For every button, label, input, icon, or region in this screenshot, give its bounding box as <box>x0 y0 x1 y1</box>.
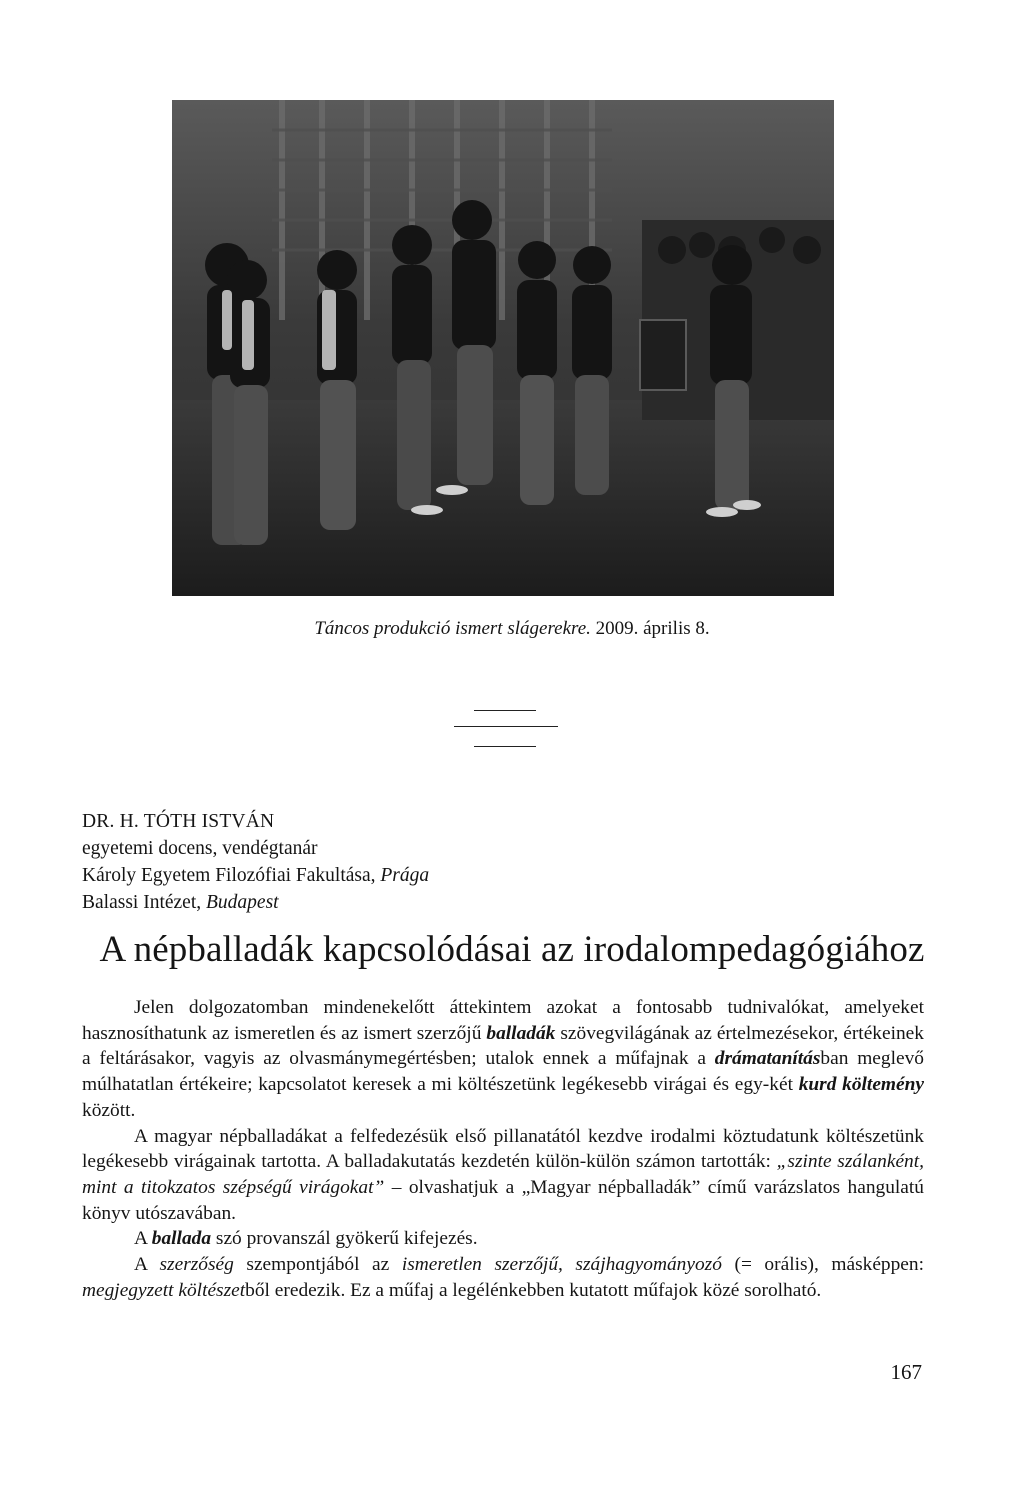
page-number: 167 <box>890 1360 922 1384</box>
p1-emph-3: kurd költemény <box>798 1074 925 1096</box>
paragraph-1 <box>82 995 924 1124</box>
p4-italic-2: ismeretlen szerzőjű, szájhagyományozó <box>401 1254 722 1276</box>
p4-text-4: ből eredezik. Ez a műfaj a legélénkebben kutatott műfajok közé sorolható. <box>245 1279 822 1301</box>
p1-text-1: Jelen dolgozatomban mindenekelőtt áttekintem azokat a fontosabb tudnivalókat, amelyeket hasznosíthatunk az ismeretlen és az ismert szerzőjű <box>82 997 924 1044</box>
photo-caption <box>0 618 1024 640</box>
paragraph-3 <box>82 1226 924 1252</box>
paragraph-4 <box>82 1252 924 1303</box>
p4-text-2: szempontjából az <box>233 1254 402 1276</box>
affiliation-2-city: Budapest <box>206 892 279 913</box>
p1-text-3: ban meglevő múlhatatlan értékeire; kapcsolatot keresek a mi költészetünk legékesebb virágai és egy-két <box>82 1048 924 1096</box>
p3-text-2: szó provanszál gyökerű kifejezés. <box>211 1228 478 1250</box>
affiliation-2-text: Balassi Intézet, <box>82 892 206 913</box>
p1-text-4: között. <box>82 1099 136 1121</box>
author-affiliation-1 <box>82 862 429 889</box>
separator-line-1 <box>474 710 536 711</box>
article-body <box>82 995 924 1303</box>
caption-italic: Táncos produkció ismert slágerekre. <box>314 618 591 639</box>
p1-emph-2: drámatanítás <box>714 1048 821 1070</box>
p3-text-1: A <box>134 1228 152 1250</box>
p1-text-2: szövegvilágának az értelmezésekor, értékeinek a feltárásakor, vagyis az olvasmánymegértésben; utalok ennek a műfajnak a <box>82 1022 924 1070</box>
dance-performance-photo <box>172 100 834 596</box>
article-title: A népballadák kapcsolódásai az irodalompedagógiához <box>99 929 925 970</box>
affiliation-1-city: Prága <box>380 865 430 886</box>
author-name: DR. H. TÓTH ISTVÁN <box>82 811 275 832</box>
p4-text-3: (= orális), másképpen: <box>721 1254 924 1276</box>
author-position: egyetemi docens, vendégtanár <box>82 838 318 859</box>
p4-italic-1: szerzőség <box>159 1254 234 1276</box>
affiliation-1-text: Károly Egyetem Filozófiai Fakultása, <box>82 865 381 886</box>
p2-quote: „szinte szálanként, mint a titokzatos szépségű virágokat” <box>82 1151 924 1198</box>
caption-date: 2009. április 8. <box>590 618 710 639</box>
p1-emph-1: balladák <box>486 1022 556 1044</box>
author-block <box>82 808 429 916</box>
p2-text-1: A magyar népballadákat a felfedezésük első pillanatától kezdve irodalmi köztudatunk költészetünk legékesebb virágainak tartotta. A balladakutatás kezdetén külön-külön számon tartották: <box>82 1125 924 1173</box>
p2-text-2: – olvashatjuk a „Magyar népballadák” című varázslatos hangulatú könyv utószavában. <box>82 1176 924 1224</box>
p4-text-1: A <box>134 1254 160 1276</box>
p3-emph-1: ballada <box>151 1228 212 1250</box>
paragraph-2 <box>82 1124 924 1227</box>
photo-illustration <box>172 100 834 596</box>
p4-italic-3: megjegyzett költészet <box>82 1279 246 1301</box>
separator-line-2 <box>454 726 558 727</box>
author-affiliation-2 <box>82 889 429 916</box>
separator-line-3 <box>474 746 536 747</box>
